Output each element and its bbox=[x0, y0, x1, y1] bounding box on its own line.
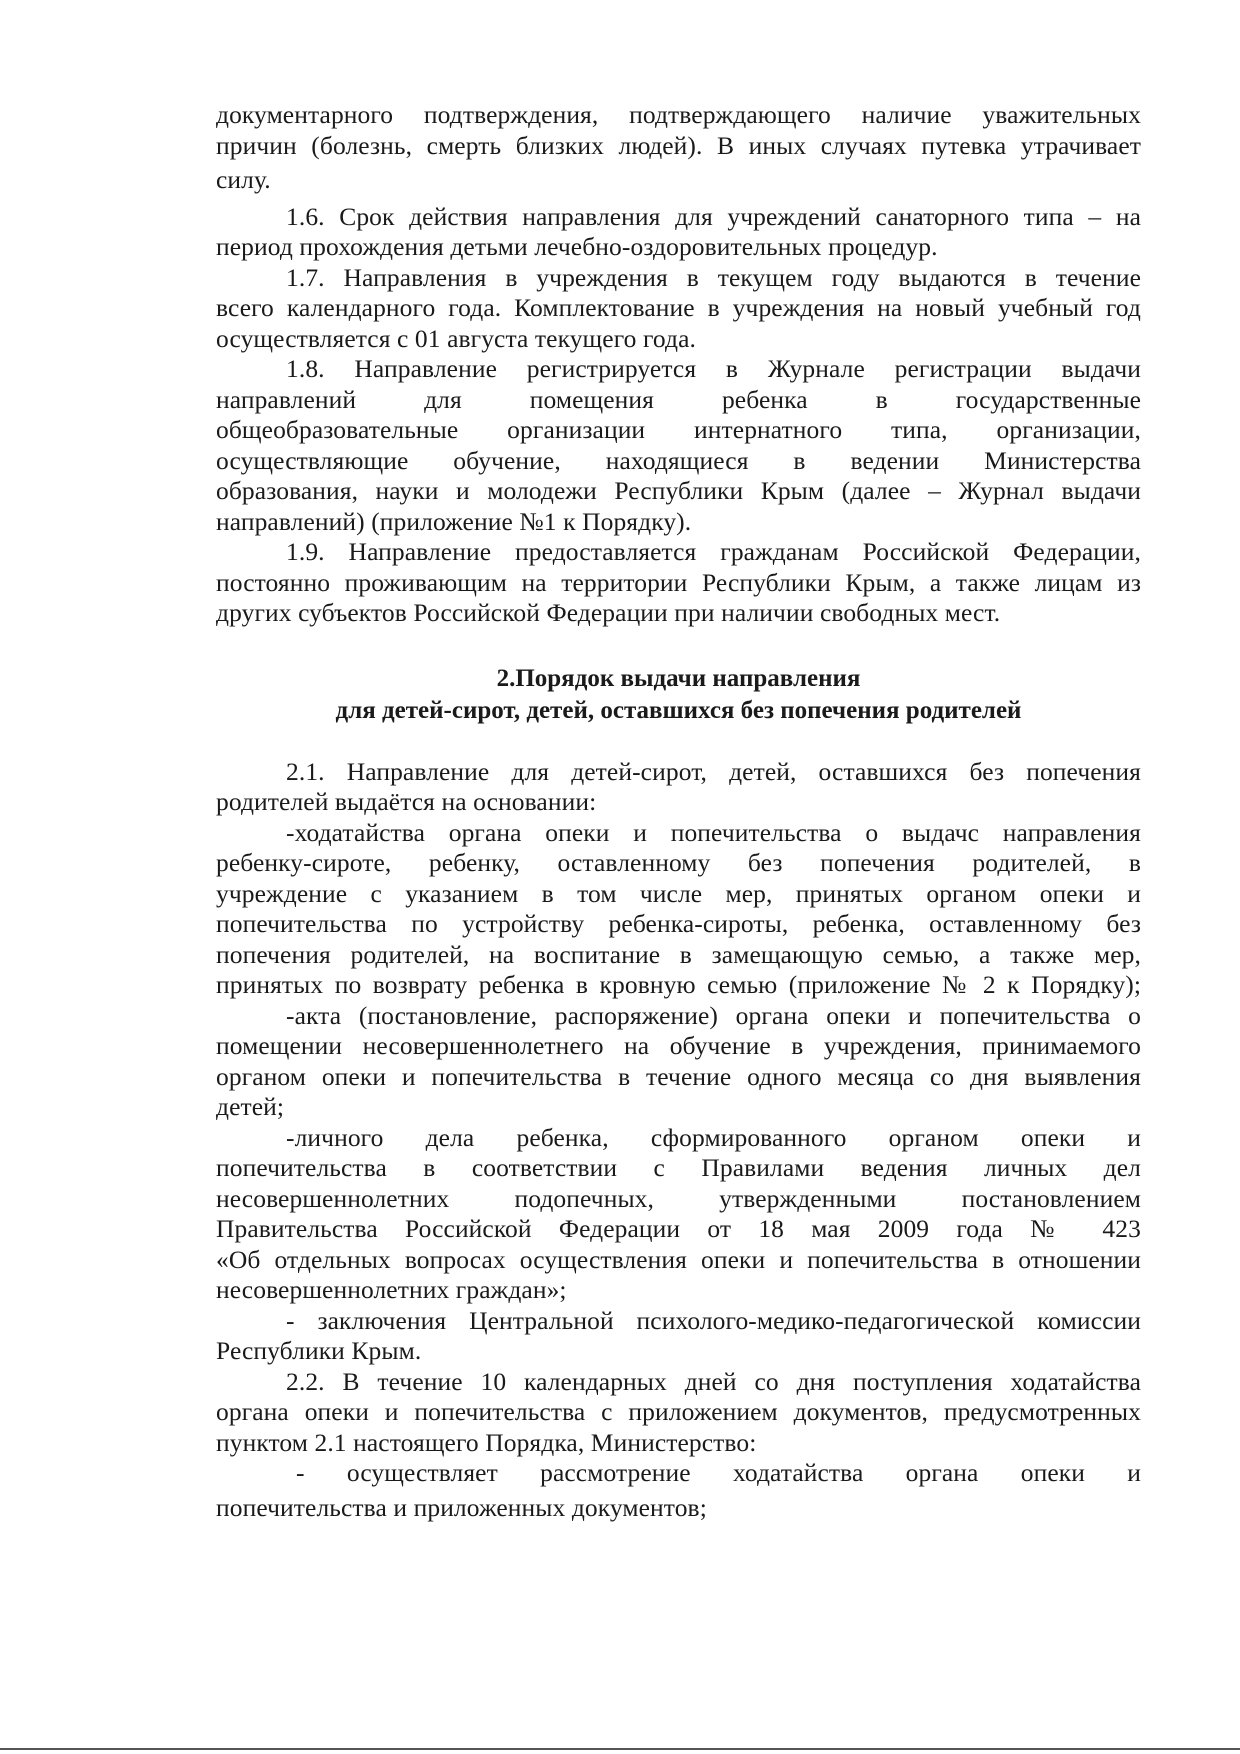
text-line: детей; bbox=[216, 1092, 285, 1121]
text-line: других субъектов Российской Федерации при наличии свободных мест. bbox=[216, 598, 1001, 627]
text-line: несовершеннолетних подопечных, утвержденными постановлением bbox=[216, 1183, 1141, 1213]
text-line: 1.6. Срок действия направления для учреждений санаторного типа – на bbox=[286, 201, 1141, 231]
text-line: -личного дела ребенка, сформированного органом опеки и bbox=[286, 1122, 1141, 1152]
paragraph-1-8 bbox=[216, 354, 1141, 537]
paragraph-2-1-petition bbox=[216, 818, 1141, 1001]
paragraph-2-1-act bbox=[216, 1001, 1141, 1123]
paragraph-1-6 bbox=[216, 202, 1141, 263]
text-line: осуществляющие обучение, находящиеся в ведении Министерства bbox=[216, 445, 1141, 475]
text-line: - заключения Центральной психолого-медико-педагогической комиссии bbox=[286, 1305, 1141, 1335]
section-heading bbox=[216, 663, 1141, 727]
text-line: 1.9. Направление предоставляется гражданам Российской Федерации, bbox=[286, 537, 1141, 566]
text-line: образования, науки и молодежи Республики Крым (далее – Журнал выдачи bbox=[216, 476, 1141, 505]
text-line: Правительства Российской Федерации от 18 мая 2009 года № 423 bbox=[216, 1214, 1141, 1243]
text-line: учреждение с указанием в том числе мер, принятых органом опеки и bbox=[216, 878, 1141, 908]
text-line: причин (болезнь, смерть близких людей). В иных случаях путевка утрачивает bbox=[216, 130, 1141, 160]
text-line: попечительства в соответствии с Правилами ведения личных дел bbox=[216, 1153, 1141, 1182]
text-line: документарного подтверждения, подтверждающего наличие уважительных bbox=[216, 100, 1141, 129]
text-line: осуществляется с 01 августа текущего года. bbox=[216, 323, 696, 353]
text-line: органа опеки и попечительства с приложением документов, предусмотренных bbox=[216, 1397, 1141, 1426]
text-line: 1.7. Направления в учреждения в текущем году выдаются в течение bbox=[286, 262, 1141, 292]
paragraph-1-9 bbox=[216, 537, 1141, 629]
paragraph-2-2 bbox=[216, 1367, 1141, 1459]
text-line: Республики Крым. bbox=[216, 1336, 422, 1365]
paragraph-1-7 bbox=[216, 263, 1141, 355]
text-line: принятых по возврату ребенка в кровную семью (приложение № 2 к Порядку); bbox=[216, 970, 1141, 999]
paragraph-2-1 bbox=[216, 757, 1141, 818]
paragraph-intro-continued bbox=[216, 100, 1141, 196]
text-line: всего календарного года. Комплектование в учреждения на новый учебный год bbox=[216, 293, 1141, 322]
document-body bbox=[216, 100, 1141, 1523]
text-line: 2.2. В течение 10 календарных дней со дня поступления ходатайства bbox=[286, 1366, 1141, 1396]
text-line: родителей выдаётся на основании: bbox=[216, 787, 597, 816]
text-line: -акта (постановление, распоряжение) органа опеки и попечительства о bbox=[286, 1000, 1141, 1030]
text-line: органом опеки и попечительства в течение одного месяца со дня выявления bbox=[216, 1061, 1141, 1091]
text-line: постоянно проживающим на территории Республики Крым, а также лицам из bbox=[216, 567, 1141, 597]
text-line: - осуществляет рассмотрение ходатайства органа опеки и bbox=[296, 1458, 1141, 1487]
text-line: период прохождения детьми лечебно-оздоровительных процедур. bbox=[216, 232, 938, 261]
text-line: пунктом 2.1 настоящего Порядка, Министерство: bbox=[216, 1427, 757, 1457]
text-line: направлений) (приложение №1 к Порядку). bbox=[216, 506, 692, 536]
section-heading-line-1: 2.Порядок выдачи направления bbox=[496, 664, 861, 692]
paragraph-2-2-review bbox=[216, 1458, 1141, 1523]
text-line: помещении несовершеннолетнего на обучение в учреждения, принимаемого bbox=[216, 1031, 1141, 1060]
text-line: попечения родителей, на воспитание в замещающую семью, а также мер, bbox=[216, 939, 1141, 969]
text-line: направлений для помещения ребенка в государственные bbox=[216, 384, 1141, 414]
text-line: 1.8. Направление регистрируется в Журнале регистрации выдачи bbox=[286, 354, 1141, 383]
text-line: 2.1. Направление для детей-сирот, детей, оставшихся без попечения bbox=[286, 756, 1141, 786]
text-line: ребенку-сироте, ребенку, оставленному без попечения родителей, в bbox=[216, 848, 1141, 877]
text-line: общеобразовательные организации интернатного типа, организации, bbox=[216, 415, 1141, 444]
paragraph-2-1-commission bbox=[216, 1306, 1141, 1367]
text-line: -ходатайства органа опеки и попечительства о выдачс направления bbox=[286, 817, 1141, 847]
paragraph-2-1-personal-file bbox=[216, 1123, 1141, 1306]
text-line: несовершеннолетних граждан»; bbox=[216, 1275, 567, 1304]
text-line: попечительства по устройству ребенка-сироты, ребенка, оставленному без bbox=[216, 909, 1141, 938]
section-heading-line-2: для детей-сирот, детей, оставшихся без попечения родителей bbox=[335, 696, 1022, 724]
text-line: попечительства и приложенных документов; bbox=[216, 1492, 707, 1522]
text-line: силу. bbox=[216, 165, 271, 194]
scan-edge-line bbox=[0, 1748, 1240, 1750]
text-line: «Об отдельных вопросах осуществления опеки и попечительства в отношении bbox=[216, 1244, 1141, 1274]
